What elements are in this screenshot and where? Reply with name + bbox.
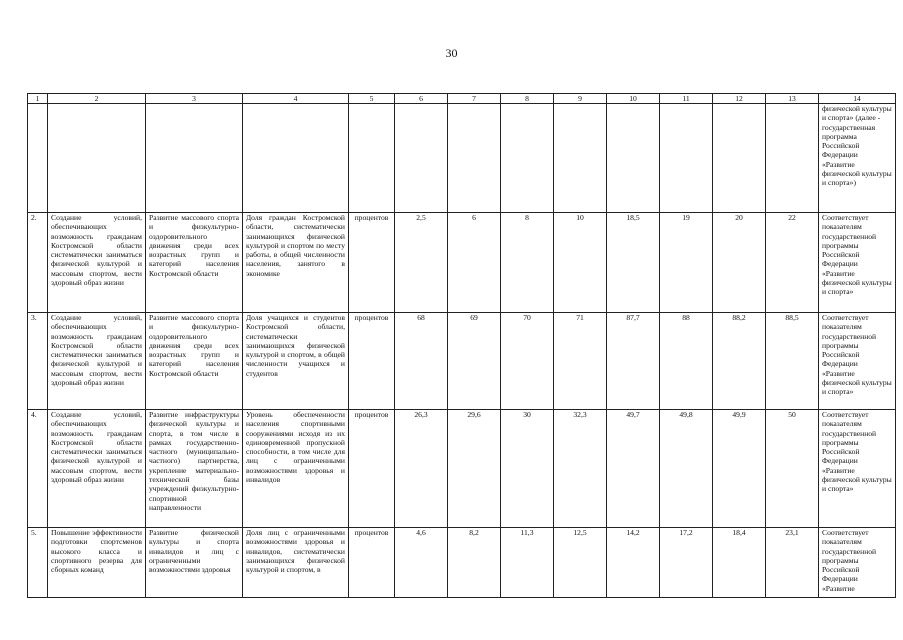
row-number: 2. <box>28 213 48 313</box>
value-cell: 12,5 <box>554 528 607 598</box>
column-header: 7 <box>448 94 501 104</box>
column-header: 13 <box>766 94 819 104</box>
value-cell: 87,7 <box>607 313 660 410</box>
value-cell: 88 <box>660 313 713 410</box>
indicator-cell: Доля лиц с ограниченными возможностями здоровья и инвалидов, систематически занимающихся физической культурой и спортом, в <box>243 528 349 598</box>
value-cell: 50 <box>766 410 819 528</box>
table-row <box>28 213 896 313</box>
value-cell: 68 <box>395 313 448 410</box>
indicator-cell: Доля граждан Костромской области, систематически занимающихся физической культурой и спортом по месту работы, в общей численности населения, занятого в экономике <box>243 213 349 313</box>
column-header: 14 <box>819 94 896 104</box>
column-header: 10 <box>607 94 660 104</box>
column-header: 8 <box>501 94 554 104</box>
task-cell: Развитие массового спорта и физкультурно-оздоровительного движения среди всех возрастных групп и категорий населения Костромской области <box>146 213 243 313</box>
task-cell: Развитие физической культуры и спорта инвалидов и лиц с ограниченными возможностями здоровья <box>146 528 243 598</box>
value-cell: 10 <box>554 213 607 313</box>
note-cell: Соответствует показателям государственной программы Российской Федерации «Развитие физической культуры и спорта» <box>819 213 896 313</box>
row-number: 3. <box>28 313 48 410</box>
column-header: 9 <box>554 94 607 104</box>
unit-cell: процентов <box>349 410 395 528</box>
goal-cell: Создание условий, обеспечивающих возможность гражданам Костромской области систематически заниматься физической культурой и массовым спортом, вести здоровый образ жизни <box>48 213 146 313</box>
value-cell: 2,5 <box>395 213 448 313</box>
value-cell: 32,3 <box>554 410 607 528</box>
value-cell: 49,8 <box>660 410 713 528</box>
value-cell: 49,7 <box>607 410 660 528</box>
column-header: 4 <box>243 94 349 104</box>
value-cell: 70 <box>501 313 554 410</box>
value-cell: 8 <box>501 213 554 313</box>
note-cell: Соответствует показателям государственной программы Российской Федерации «Развитие физической культуры и спорта» <box>819 410 896 528</box>
value-cell: 17,2 <box>660 528 713 598</box>
goal-cell: Создание условий, обеспечивающих возможность гражданам Костромской области систематически заниматься физической культурой и массовым спортом, вести здоровый образ жизни <box>48 410 146 528</box>
task-cell: Развитие инфраструктуры физической культуры и спорта, в том числе в рамках государственно-частного (муниципально-частного) партнерства, укрепление материально-технической базы учреждений физкультурно-спортивной направленности <box>146 410 243 528</box>
task-cell: Развитие массового спорта и физкультурно-оздоровительного движения среди всех возрастных групп и категорий населения Костромской области <box>146 313 243 410</box>
column-header: 12 <box>713 94 766 104</box>
value-cell: 88,2 <box>713 313 766 410</box>
column-header: 2 <box>48 94 146 104</box>
value-cell: 6 <box>448 213 501 313</box>
row-number: 5. <box>28 528 48 598</box>
value-cell: 69 <box>448 313 501 410</box>
table-row <box>28 528 896 598</box>
row-number: 4. <box>28 410 48 528</box>
value-cell: 49,9 <box>713 410 766 528</box>
value-cell: 19 <box>660 213 713 313</box>
value-cell: 30 <box>501 410 554 528</box>
value-cell: 18,4 <box>713 528 766 598</box>
table-row-continuation <box>28 104 896 213</box>
value-cell: 4,6 <box>395 528 448 598</box>
table-row <box>28 313 896 410</box>
indicator-cell: Уровень обеспеченности населения спортивными сооружениями исходя из их единовременной пропускной способности, в том числе для лиц с ограниченными возможностями здоровья и инвалидов <box>243 410 349 528</box>
value-cell: 8,2 <box>448 528 501 598</box>
unit-cell: процентов <box>349 528 395 598</box>
value-cell: 11,3 <box>501 528 554 598</box>
goal-cell: Повышение эффективности подготовки спортсменов высокого класса и спортивного резерва для сборных команд <box>48 528 146 598</box>
page-number: 30 <box>445 46 458 60</box>
note-cell: Соответствует показателям государственной программы Российской Федерации «Развитие <box>819 528 896 598</box>
column-header: 1 <box>28 94 48 104</box>
value-cell: 20 <box>713 213 766 313</box>
indicator-cell: Доля учащихся и студентов Костромской области, систематически занимающихся физической культурой и спортом, в общей численности учащихся и студентов <box>243 313 349 410</box>
value-cell: 26,3 <box>395 410 448 528</box>
column-header-row <box>28 94 896 104</box>
note-cell: Соответствует показателям государственной программы Российской Федерации «Развитие физической культуры и спорта» <box>819 313 896 410</box>
value-cell: 14,2 <box>607 528 660 598</box>
note-cell: физической культуры и спорта» (далее - государственная программа Российской Федерации «Развитие физической культуры и спорта») <box>819 104 896 213</box>
column-header: 3 <box>146 94 243 104</box>
value-cell: 88,5 <box>766 313 819 410</box>
unit-cell: процентов <box>349 213 395 313</box>
value-cell: 23,1 <box>766 528 819 598</box>
column-header: 11 <box>660 94 713 104</box>
column-header: 5 <box>349 94 395 104</box>
value-cell: 18,5 <box>607 213 660 313</box>
goal-cell: Создание условий, обеспечивающих возможность гражданам Костромской области систематически заниматься физической культурой и массовым спортом, вести здоровый образ жизни <box>48 313 146 410</box>
value-cell: 22 <box>766 213 819 313</box>
indicators-table <box>27 93 896 598</box>
value-cell: 29,6 <box>448 410 501 528</box>
column-header: 6 <box>395 94 448 104</box>
value-cell: 71 <box>554 313 607 410</box>
table-row <box>28 410 896 528</box>
unit-cell: процентов <box>349 313 395 410</box>
